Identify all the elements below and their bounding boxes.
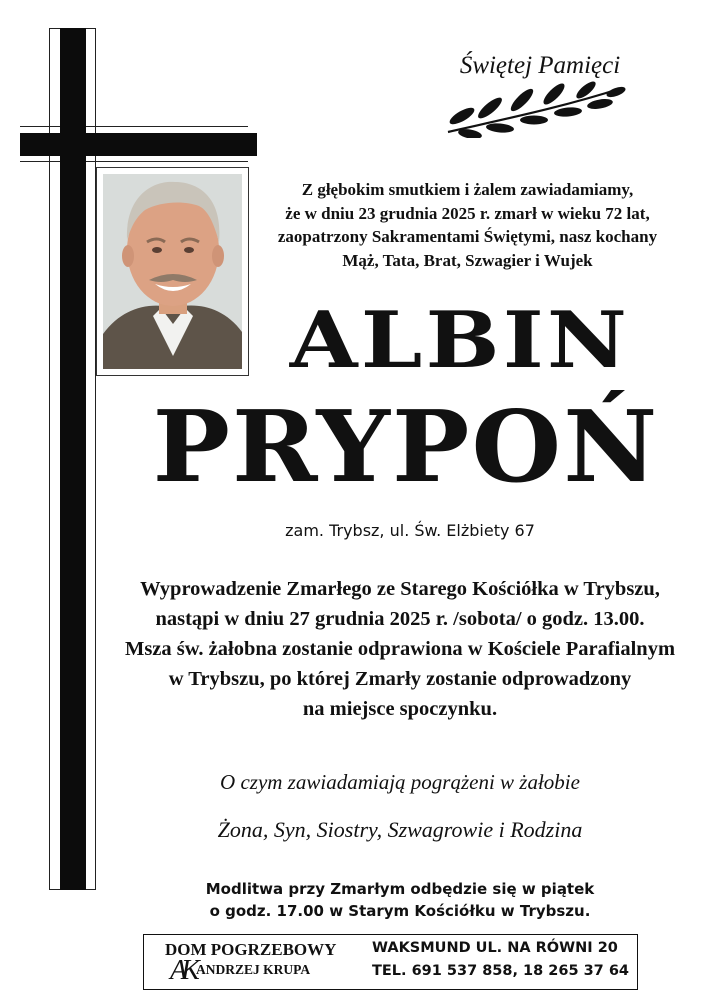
deceased-address: zam. Trybsz, ul. Św. Elżbiety 67 [285,521,535,540]
funeral-home-name: DOM POGRZEBOWY [165,940,337,959]
cross-icon [60,28,86,890]
intro-text [250,178,685,272]
prayer-line: o godz. 17.00 w Starym Kościółku w Trybszu. [209,902,591,920]
funeral-home-address: WAKSMUND UL. NA RÓWNI 20 [372,940,618,956]
intro-line: Mąż, Tata, Brat, Szwagier i Wujek [342,250,593,270]
deceased-first-name: ALBIN [289,295,631,386]
deceased-last-name: PRYPOŃ [152,390,660,505]
cross-bar [20,133,257,156]
memory-heading: Świętej Pamięci [459,52,621,79]
funeral-line: Msza św. żałobna zostanie odprawiona w Kościele Parafialnym [124,638,676,660]
intro-line: Z głębokim smutkiem i żalem zawiadamiamy, [301,180,634,199]
mourners-inform: O czym zawiadamiają pogrążeni w żałobie [220,770,580,794]
deceased-portrait [103,174,242,369]
funeral-home-logo: AK [170,955,194,986]
intro-line: zaopatrzony Sakramentami Świętymi, nasz kochany [277,227,658,246]
funeral-line: na miejsce spoczynku. [302,698,498,720]
funeral-home-owner: ANDRZEJ KRUPA [196,962,311,977]
funeral-line: w Trybszu, po której Zmarły zostanie odprowadzony [168,668,632,690]
funeral-line: Wyprowadzenie Zmarłego ze Starego Kościółka w Trybszu, [140,578,660,600]
funeral-line: nastąpi w dniu 27 grudnia 2025 r. /sobota/ o godz. 13.00. [155,608,645,630]
funeral-home-phone: TEL. 691 537 858, 18 265 37 64 [372,963,629,979]
funeral-details [110,574,690,724]
mourners-family: Żona, Syn, Siostry, Szwagrowie i Rodzina [217,817,583,842]
intro-line: że w dniu 23 grudnia 2025 r. zmarł w wieku 72 lat, [285,203,650,223]
prayer-info [110,878,690,922]
laurel-branch-icon [440,80,630,138]
prayer-line: Modlitwa przy Zmarłym odbędzie się w piątek [205,880,595,898]
